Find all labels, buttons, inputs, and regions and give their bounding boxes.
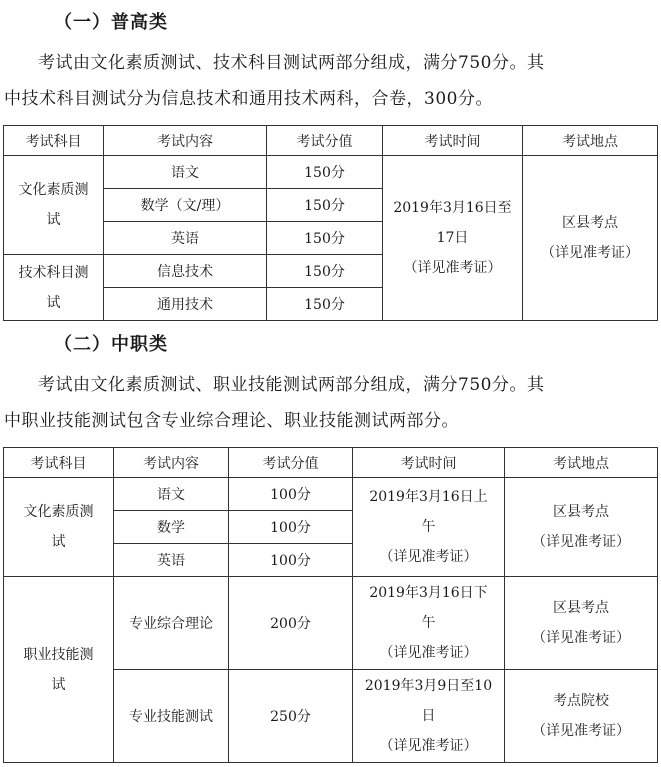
content-cell: 英语 bbox=[104, 222, 267, 255]
table-row bbox=[4, 478, 658, 511]
subject-cell: 文化素质测 试 bbox=[4, 478, 114, 577]
score-cell: 100分 bbox=[229, 478, 353, 511]
content-cell: 通用技术 bbox=[104, 288, 267, 321]
score-cell: 100分 bbox=[229, 544, 353, 577]
score-cell: 150分 bbox=[267, 156, 383, 189]
header-time: 考试时间 bbox=[383, 126, 523, 156]
header-time: 考试时间 bbox=[353, 448, 505, 478]
header-content: 考试内容 bbox=[104, 126, 267, 156]
header-subject: 考试科目 bbox=[4, 448, 114, 478]
content-cell: 数学 bbox=[114, 511, 229, 544]
section-2-heading: （二）中职类 bbox=[54, 334, 168, 355]
header-score: 考试分值 bbox=[267, 126, 383, 156]
score-cell: 150分 bbox=[267, 189, 383, 222]
table-row bbox=[4, 156, 658, 189]
content-cell: 英语 bbox=[114, 544, 229, 577]
time-cell: 2019年3月16日至 17日 （详见准考证） bbox=[383, 156, 523, 321]
header-place: 考试地点 bbox=[523, 126, 658, 156]
section-1-paragraph bbox=[4, 45, 658, 117]
score-cell: 150分 bbox=[267, 222, 383, 255]
table-zhongzhi bbox=[3, 447, 658, 763]
score-cell: 250分 bbox=[229, 670, 353, 763]
content-cell: 语文 bbox=[114, 478, 229, 511]
content-cell: 专业综合理论 bbox=[114, 577, 229, 670]
content-cell: 信息技术 bbox=[104, 255, 267, 288]
score-cell: 150分 bbox=[267, 255, 383, 288]
header-subject: 考试科目 bbox=[4, 126, 104, 156]
section-2-paragraph bbox=[4, 367, 658, 439]
subject-cell: 技术科目测 试 bbox=[4, 255, 104, 321]
header-content: 考试内容 bbox=[114, 448, 229, 478]
table-header-row bbox=[4, 448, 658, 478]
place-cell: 区县考点 （详见准考证） bbox=[505, 577, 658, 670]
content-cell: 专业技能测试 bbox=[114, 670, 229, 763]
place-cell: 区县考点 （详见准考证） bbox=[505, 478, 658, 577]
section-1-heading: （一）普高类 bbox=[54, 12, 168, 33]
content-cell: 语文 bbox=[104, 156, 267, 189]
score-cell: 200分 bbox=[229, 577, 353, 670]
para-line-2: 中技术科目测试分为信息技术和通用技术两科，合卷，300分。 bbox=[4, 89, 493, 109]
score-cell: 150分 bbox=[267, 288, 383, 321]
para-line-1: 考试由文化素质测试、技术科目测试两部分组成，满分750分。其 bbox=[38, 53, 545, 73]
header-score: 考试分值 bbox=[229, 448, 353, 478]
time-cell: 2019年3月9日至10 日 （详见准考证） bbox=[353, 670, 505, 763]
time-cell: 2019年3月16日下 午 （详见准考证） bbox=[353, 577, 505, 670]
header-place: 考试地点 bbox=[505, 448, 658, 478]
table-pugao bbox=[3, 125, 658, 321]
time-cell: 2019年3月16日上 午 （详见准考证） bbox=[353, 478, 505, 577]
place-cell: 考点院校 （详见准考证） bbox=[505, 670, 658, 763]
para-line-1: 考试由文化素质测试、职业技能测试两部分组成，满分750分。其 bbox=[38, 375, 545, 395]
table-row bbox=[4, 577, 658, 670]
place-cell: 区县考点 （详见准考证） bbox=[523, 156, 658, 321]
table-header-row bbox=[4, 126, 658, 156]
subject-cell: 职业技能测 试 bbox=[4, 577, 114, 763]
content-cell: 数学（文/理） bbox=[104, 189, 267, 222]
para-line-2: 中职业技能测试包含专业综合理论、职业技能测试两部分。 bbox=[4, 411, 459, 431]
score-cell: 100分 bbox=[229, 511, 353, 544]
subject-cell: 文化素质测 试 bbox=[4, 156, 104, 255]
